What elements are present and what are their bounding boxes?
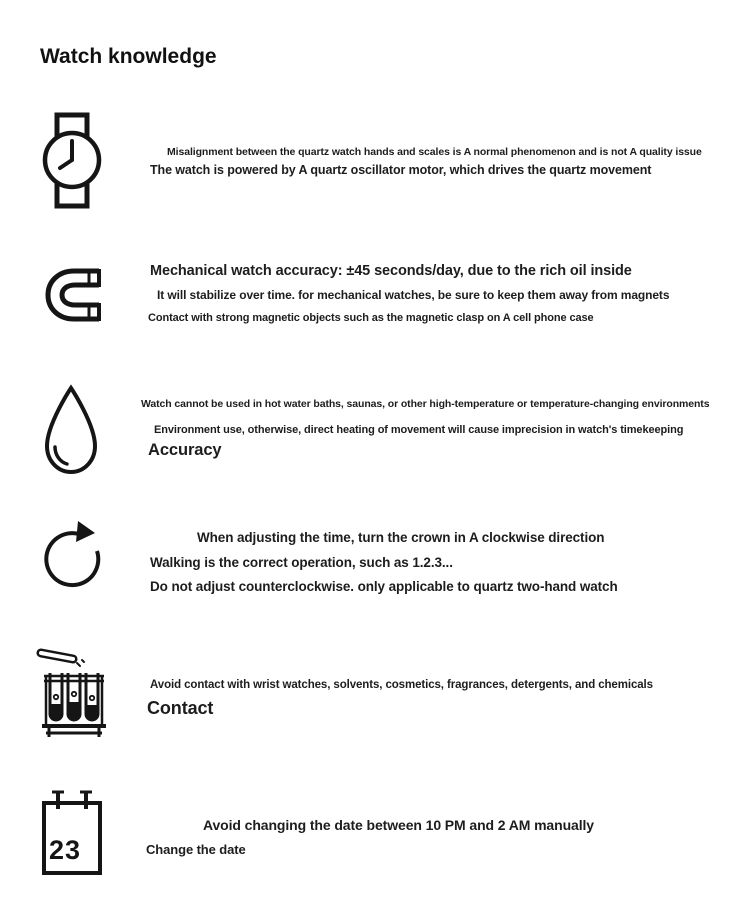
test-tubes-icon xyxy=(36,644,112,741)
section-text-line: Change the date xyxy=(146,842,246,857)
section-text-line: It will stabilize over time. for mechanical watches, be sure to keep them away from magnets xyxy=(157,288,670,302)
clockwise-arrow-icon xyxy=(42,517,106,593)
wristwatch-icon xyxy=(40,112,104,209)
section-text-line: Environment use, otherwise, direct heating of movement will cause imprecision in watch's timekeeping xyxy=(154,424,684,436)
section-heading: Contact xyxy=(147,698,214,718)
magnet-icon xyxy=(42,262,106,328)
section-text-line: Misalignment between the quartz watch hands and scales is A normal phenomenon and is not A quality issue xyxy=(167,146,702,158)
section-text-line: Watch cannot be used in hot water baths, saunas, or other high-temperature or temperature-changing environments xyxy=(141,398,710,410)
section-text-line: When adjusting the time, turn the crown in A clockwise direction xyxy=(197,530,605,545)
section-text-line: Avoid contact with wrist watches, solvents, cosmetics, fragrances, detergents, and chemicals xyxy=(150,679,653,691)
page-title: Watch knowledge xyxy=(40,45,217,69)
calendar-icon xyxy=(40,789,104,877)
section-text-line: The watch is powered by A quartz oscillator motor, which drives the quartz movement xyxy=(150,163,652,177)
section-text-line: Contact with strong magnetic objects such as the magnetic clasp on A cell phone case xyxy=(148,312,594,324)
section-heading: Accuracy xyxy=(148,441,222,459)
section-text-line: Do not adjust counterclockwise. only applicable to quartz two-hand watch xyxy=(150,579,618,594)
section-text-line: Avoid changing the date between 10 PM and 2 AM manually xyxy=(203,817,594,833)
section-text-line: Mechanical watch accuracy: ±45 seconds/day, due to the rich oil inside xyxy=(150,263,632,279)
water-drop-icon xyxy=(40,384,102,477)
section-text-line: Walking is the correct operation, such as 1.2.3... xyxy=(150,555,453,570)
calendar-day: 23 xyxy=(49,835,82,865)
